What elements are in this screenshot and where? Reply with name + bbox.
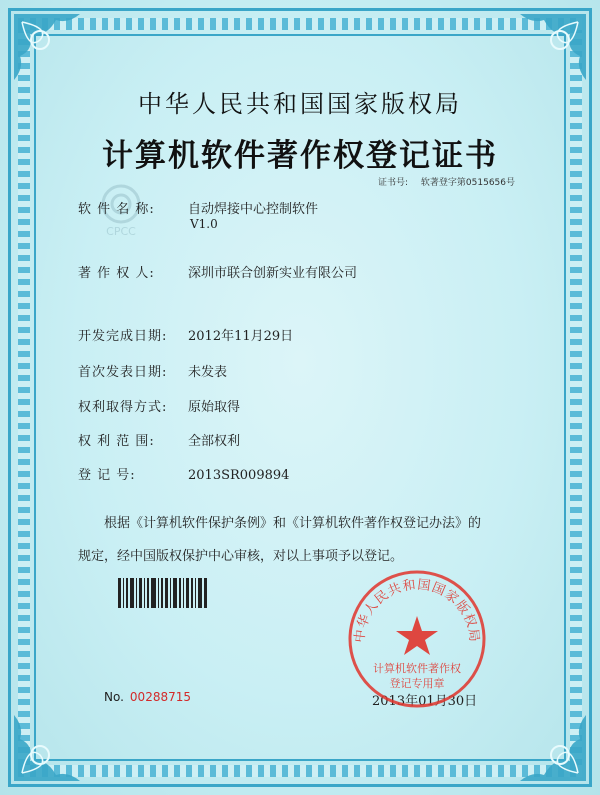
field-software-version: V1.0 [190,217,218,231]
field-label: 登 记 号: [78,468,136,483]
field-value: 深圳市联合创新实业有限公司 [188,266,358,281]
field-value: 2013SR009894 [188,468,290,483]
field-label: 权 利 范 围: [78,434,155,449]
serial-number-label: No. [104,690,124,704]
barcode-image [118,578,208,608]
corner-ornament-bottom-left [10,697,98,785]
field-rights-scope [78,430,240,449]
field-publication-date [78,361,227,380]
field-label: 软 件 名 称: [78,202,155,217]
field-copyright-owner [78,262,357,281]
field-software-name [78,198,318,217]
field-registration-number [78,464,289,483]
svg-text:登记专用章: 登记专用章 [389,677,445,690]
field-value: 未发表 [188,365,228,380]
certificate-number-label: 证书号: [378,178,409,188]
official-seal-stamp [346,568,488,710]
svg-text:CPCC: CPCC [106,225,136,238]
certificate-title: 计算机软件著作权登记证书 [102,138,498,174]
field-completion-date [78,325,293,344]
issue-date: 2013年01月30日 [372,694,478,709]
field-value: 原始取得 [188,400,241,415]
issuer-title: 中华人民共和国国家版权局 [138,90,462,118]
statement-line-2: 规定，经中国版权保护中心审核，对以上事项予以登记。 [78,549,404,564]
field-label: 权利取得方式: [78,400,168,415]
field-label: 著 作 权 人: [78,266,155,281]
field-value: 自动焊接中心控制软件 [188,202,319,217]
corner-ornament-bottom-right [502,697,590,785]
field-value: 2012年11月29日 [188,329,294,344]
svg-text:计算机软件著作权: 计算机软件著作权 [373,662,461,675]
serial-number-value: 00288715 [129,690,191,704]
field-acquisition-method [78,396,240,415]
field-value: 全部权利 [188,434,241,449]
svg-text:中华人民共和国国家版权局: 中华人民共和国国家版权局 [352,577,482,644]
certificate-number-value: 软著登字第0515656号 [420,178,516,188]
serial-number [104,690,191,704]
statement-line-1: 根据《计算机软件保护条例》和《计算机软件著作权登记办法》的 [104,516,482,531]
field-label: 首次发表日期: [78,365,168,380]
field-label: 开发完成日期: [78,329,168,344]
certificate-number [378,175,515,188]
